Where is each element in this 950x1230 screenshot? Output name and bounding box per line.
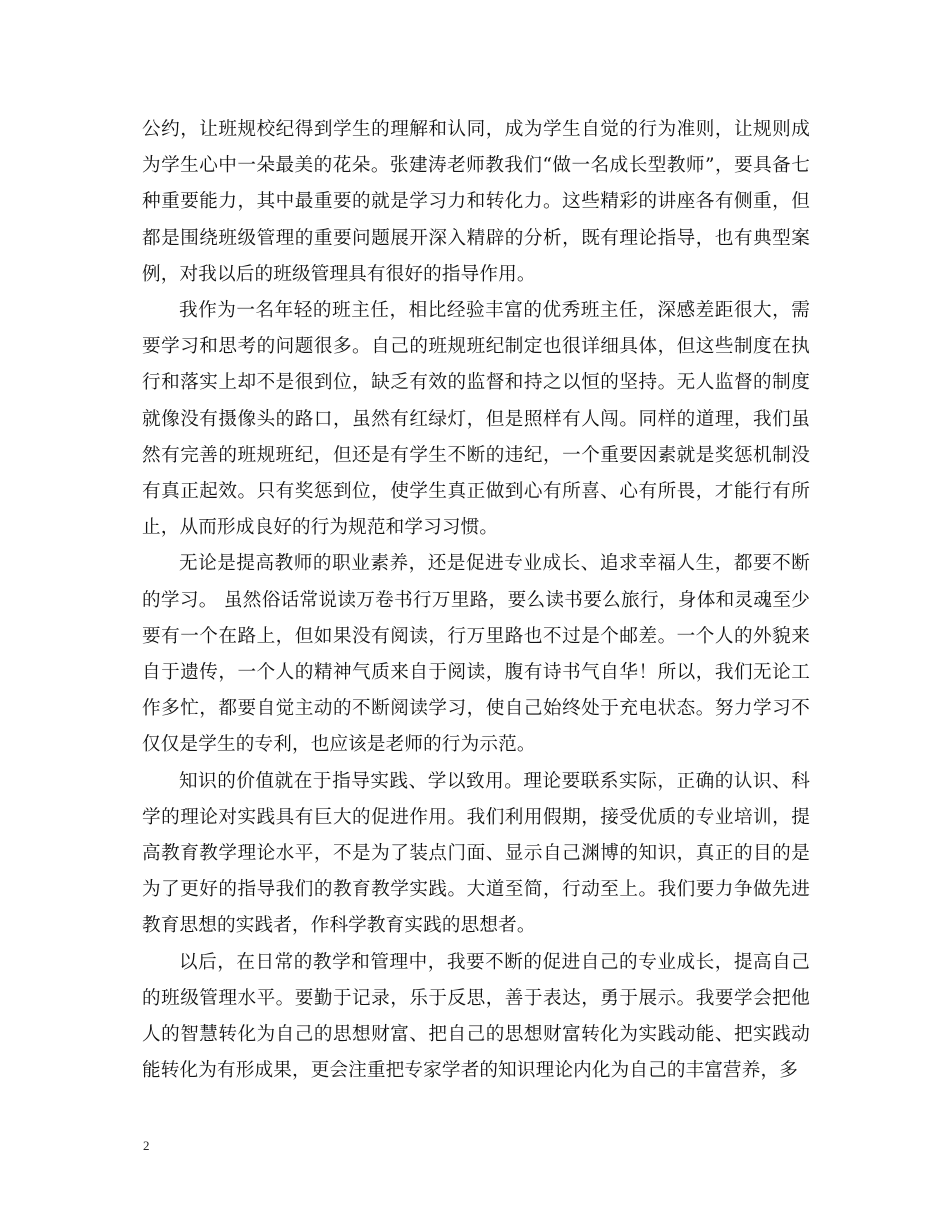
paragraph-1: 公约，让班规校纪得到学生的理解和认同，成为学生自觉的行为准则，让规则成为学生心中一朵最美的花朵。张建涛老师教我们“做一名成长型教师”，要具备七种重要能力，其中最重要的就是学习力和转化力。这些精彩的讲座各有侧重，但都是围绕班级管理的重要问题展开深入精辟的分析，既有理论指导，也有典型案例，对我以后的班级管理具有很好的指导作用。 xyxy=(142,119,810,285)
paragraph-3: 无论是提高教师的职业素养，还是促进专业成长、追求幸福人生，都要不断的学习。 虽然俗话常说读万卷书行万里路，要么读书要么旅行，身体和灵魂至少要有一个在路上，但如果没有阅读，行万里路也不过是个邮差。一个人的外貌来自于遗传，一个人的精神气质来自于阅读，腹有诗书气自华！所以，我们无论工作多忙，都要自觉主动的不断阅读学习，使自己始终处于充电状态。努力学习不仅仅是学生的专利，也应该是老师的行为示范。 xyxy=(142,553,810,756)
body-text xyxy=(142,112,810,1089)
paragraph-2: 我作为一名年轻的班主任，相比经验丰富的优秀班主任，深感差距很大，需要学习和思考的问题很多。自己的班规班纪制定也很详细具体，但这些制度在执行和落实上却不是很到位，缺乏有效的监督和持之以恒的坚持。无人监督的制度就像没有摄像头的路口，虽然有红绿灯，但是照样有人闯。同样的道理，我们虽然有完善的班规班纪，但还是有学生不断的违纪，一个重要因素就是奖惩机制没有真正起效。只有奖惩到位，使学生真正做到心有所喜、心有所畏，才能行有所止，从而形成良好的行为规范和学习习惯。 xyxy=(142,300,810,539)
page-number: 2 xyxy=(143,1138,150,1153)
paragraph-5: 以后，在日常的教学和管理中，我要不断的促进自己的专业成长，提高自己的班级管理水平。要勤于记录，乐于反思，善于表达，勇于展示。我要学会把他人的智慧转化为自己的思想财富、把自己的思想财富转化为实践动能、把实践动能转化为有形成果，更会注重把专家学者的知识理论内化为自己的丰富营养，多 xyxy=(142,951,810,1082)
paragraph-4: 知识的价值就在于指导实践、学以致用。理论要联系实际，正确的认识、科学的理论对实践具有巨大的促进作用。我们利用假期，接受优质的专业培训，提高教育教学理论水平，不是为了装点门面、显示自己渊博的知识，真正的目的是为了更好的指导我们的教育教学实践。大道至简，行动至上。我们要力争做先进教育思想的实践者，作科学教育实践的思想者。 xyxy=(142,770,810,937)
